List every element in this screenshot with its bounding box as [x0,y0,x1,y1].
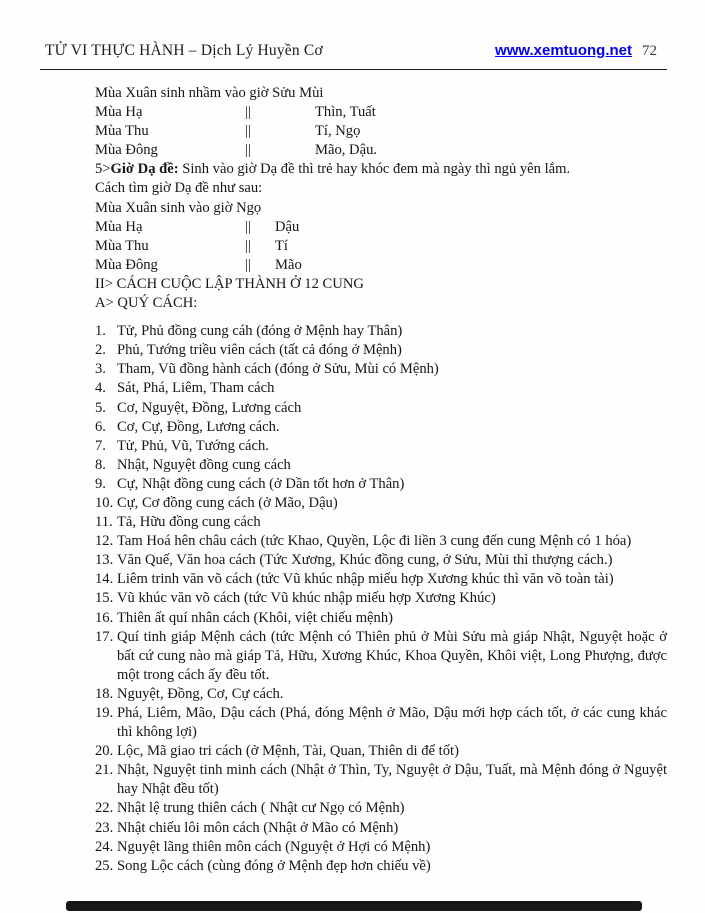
table-row [95,122,667,141]
list-item-text: Phủ, Tướng triều viên cách (tất cả đóng ở Mệnh) [117,342,402,359]
list-item-number: 1. [95,323,106,340]
list-item-text: Cơ, Cự, Đồng, Lương cách. [117,418,280,435]
list-item-text: Tử, Phủ đồng cung cáh (đóng ở Mệnh hay Thân) [117,323,403,340]
list-item-text: Lộc, Mã giao tri cách (ở Mệnh, Tài, Quan, Thiên di để tốt) [117,743,459,760]
double-bar-separator: || [245,237,251,254]
list-item-number: 25. [95,857,114,874]
list-item-number: 12. [95,533,114,550]
list-item-number: 21. [95,762,114,779]
list-item-number: 15. [95,590,114,607]
page-header [45,42,657,60]
list-item-text: Song Lộc cách (cùng đóng ở Mệnh đẹp hơn chiếu về) [117,857,431,874]
list-item-text: Cơ, Nguyệt, Đồng, Lương cách [117,399,302,416]
list-item-number: 23. [95,819,114,836]
list-item [95,570,667,589]
list-item-text: Văn Quế, Văn hoa cách (Tức Xương, Khúc đồng cung, ở Sửu, Mùi thì thượng cách.) [117,552,613,569]
double-bar-separator: || [245,218,251,235]
list-item-number: 13. [95,552,114,569]
scan-artifact-bar [66,901,642,911]
list-item [95,628,667,685]
list-item-number: 20. [95,743,114,760]
list-item-text: Vũ khúc văn võ cách (tức Vũ khúc nhập miếu hợp Xương Khúc) [117,590,496,607]
table-row [95,141,667,160]
list-item [95,475,667,494]
list-item [95,704,667,742]
list-item [95,322,667,341]
hour-value: Mão, Dậu. [315,142,378,159]
intro-line-2: Cách tìm giờ Dạ đề như sau: [95,180,263,197]
list-item [95,399,667,418]
list-item-text: Tham, Vũ đồng hành cách (đóng ở Sửu, Mùi có Mệnh) [117,361,439,378]
list-item [95,456,667,475]
list-item-text: Cự, Cơ đồng cung cách (ở Mão, Dậu) [117,494,338,511]
list-item [95,360,667,379]
list-item [95,418,667,437]
season-label: Mùa Hạ [95,218,143,235]
season-hour-table-1 [95,103,667,160]
list-item-text: Nguyệt, Đồng, Cơ, Cự cách. [117,685,284,702]
season-label: Mùa Đông [95,142,158,159]
list-item [95,494,667,513]
da-de-term: Giờ Dạ đề: [110,161,179,178]
list-item-number: 6. [95,418,106,435]
list-item [95,799,667,818]
list-item-number: 18. [95,685,114,702]
da-de-rest: Sinh vào giờ Dạ đề thì trẻ hay khóc đem mà ngày thì ngủ yên lắm. [178,161,571,178]
section-heading-a: A> QUÝ CÁCH: [95,295,198,312]
list-item-number: 3. [95,361,106,378]
list-item-text: Phá, Liêm, Mão, Dậu cách (Phá, đóng Mệnh ở Mão, Dậu mới hợp cách tốt, ở các cung khác thì không lợi) [117,705,667,741]
list-item-number: 22. [95,800,114,817]
season-label: Mùa Thu [95,123,149,140]
list-item-number: 10. [95,494,114,511]
da-de-paragraph [95,160,667,179]
list-item-number: 9. [95,475,106,492]
double-bar-separator: || [245,142,251,159]
table-row [95,218,667,237]
hour-value: Tí, Ngọ [315,123,361,140]
list-item-number: 16. [95,609,114,626]
book-title: TỬ VI THỰC HÀNH – Dịch Lý Huyền Cơ [45,42,323,59]
quy-cach-list [95,322,667,876]
list-item-text: Nhật lệ trung thiên cách ( Nhật cư Ngọ có Mệnh) [117,800,405,817]
season-hour-table-2 [95,218,667,275]
list-item-text: Liêm trinh văn võ cách (tức Vũ khúc nhập miếu hợp Xương khúc thì văn võ toàn tài) [117,571,614,588]
list-item-number: 11. [95,514,113,531]
list-item-number: 24. [95,838,114,855]
list-item-text: Nhật chiếu lôi môn cách (Nhật ở Mão có Mệnh) [117,819,399,836]
list-item [95,513,667,532]
list-item-number: 4. [95,380,106,397]
list-item-number: 5. [95,399,106,416]
list-item-text: Sát, Phá, Liêm, Tham cách [117,380,275,397]
list-item-number: 7. [95,437,106,454]
page-number: 72 [642,43,657,59]
website-link[interactable]: www.xemtuong.net [495,42,632,59]
list-item-text: Cự, Nhật đồng cung cách (ở Dần tốt hơn ở Thân) [117,475,405,492]
double-bar-separator: || [245,123,251,140]
list-item-number: 17. [95,628,114,645]
table-row [95,237,667,256]
vertical-spacer [95,313,667,322]
list-item-text: Nguyệt lãng thiên môn cách (Nguyệt ở Hợi có Mệnh) [117,838,431,855]
list-item-number: 14. [95,571,114,588]
header-divider [40,69,667,70]
intro-line-3: Mùa Xuân sinh vào giờ Ngọ [95,199,262,216]
list-item [95,379,667,398]
list-item [95,589,667,608]
list-item [95,838,667,857]
list-item [95,532,667,551]
list-item-number: 2. [95,342,106,359]
season-label: Mùa Đông [95,256,158,273]
list-item-number: 19. [95,705,114,721]
list-item [95,685,667,704]
season-label: Mùa Thu [95,237,149,254]
list-item [95,857,667,876]
list-item [95,437,667,456]
list-item [95,551,667,570]
double-bar-separator: || [245,256,251,273]
table-row [95,103,667,122]
double-bar-separator: || [245,104,251,121]
hour-value: Thìn, Tuất [315,104,376,121]
list-item [95,819,667,838]
da-de-prefix: 5> [95,161,111,178]
list-item-text: Thiên ất quí nhân cách (Khôi, việt chiếu mệnh) [117,609,393,626]
hour-value: Dậu [275,218,300,235]
list-item-text: Quí tinh giáp Mệnh cách (tức Mệnh có Thiên phủ ở Mùi Sửu mà giáp Nhật, Nguyệt hoặc ở bất cứ cung nào mà giáp Tả, Hữu, Xương Khúc, Khoa Quyền, Khôi việt, Long Phượng, được một trong cách ấy đều tốt. [117,628,667,683]
list-item-number: 8. [95,456,106,473]
list-item-text: Nhật, Nguyệt tinh minh cách (Nhật ở Thìn, Ty, Nguyệt ở Dậu, Tuất, mà Mệnh đóng ở Nguyệt hay Nhật đều tốt) [117,762,667,798]
list-item [95,761,667,799]
list-item-text: Tử, Phủ, Vũ, Tướng cách. [117,437,269,454]
list-item [95,341,667,360]
section-heading-ii: II> CÁCH CUỘC LẬP THÀNH Ở 12 CUNG [95,275,364,292]
list-item-text: Tam Hoá hên châu cách (tức Khao, Quyền, Lộc đi liền 3 cung đến cung Mệnh có 1 hóa) [117,533,632,550]
list-item-text: Nhật, Nguyệt đồng cung cách [117,456,291,473]
list-item-text: Tả, Hữu đồng cung cách [117,514,261,531]
list-item [95,742,667,761]
intro-line-1: Mùa Xuân sinh nhầm vào giờ Sửu Mùi [95,85,324,101]
page-content [95,84,667,876]
list-item [95,609,667,628]
hour-value: Tí [275,237,288,254]
season-label: Mùa Hạ [95,104,143,121]
hour-value: Mão [275,256,302,273]
table-row [95,256,667,275]
header-right-group [495,42,657,60]
